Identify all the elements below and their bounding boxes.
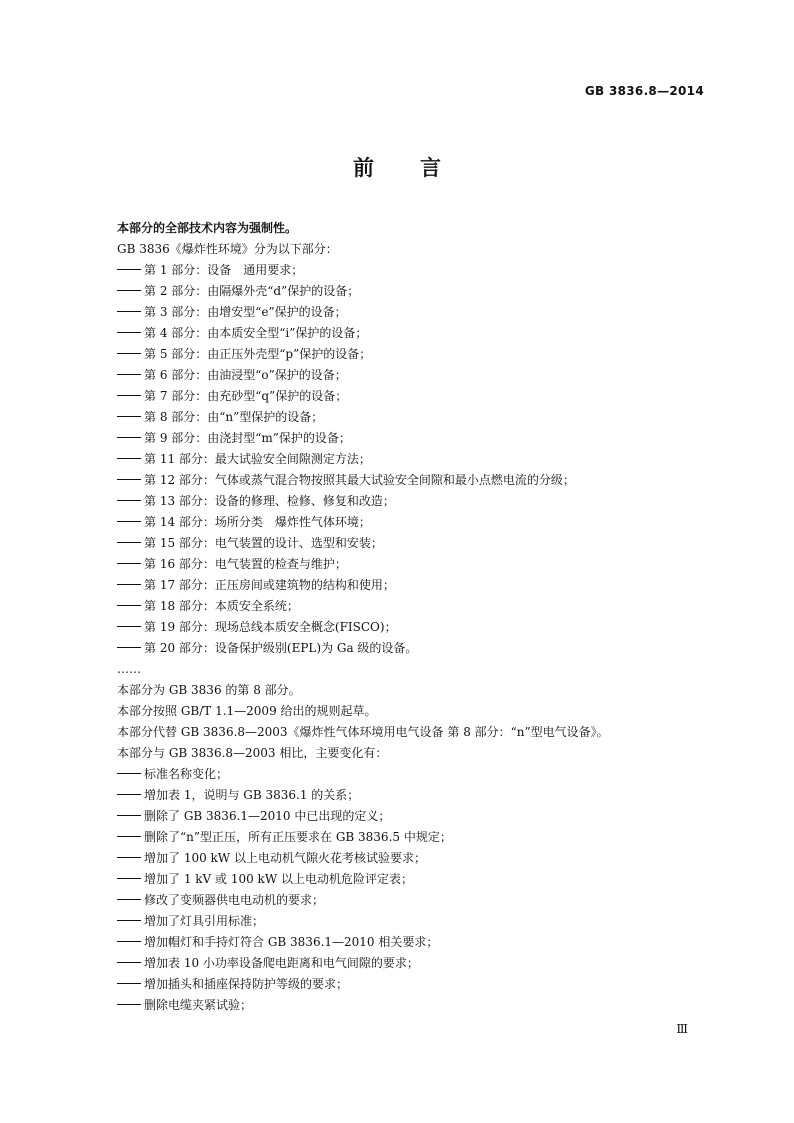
statement-part-number: 本部分为 GB 3836 的第 8 部分。 <box>117 683 301 697</box>
list-item: 第 3 部分：由增安型“e”保护的设备； <box>117 302 717 323</box>
dash-marker <box>117 605 141 606</box>
list-item: 增加了灯具引用标准； <box>117 911 717 932</box>
list-item: 修改了变频器供电电动机的要求； <box>117 890 717 911</box>
statement-changes-intro: 本部分与 GB 3836.8—2003 相比，主要变化有： <box>117 746 388 760</box>
dash-marker <box>117 521 141 522</box>
dash-marker <box>117 269 141 270</box>
list-item: 第 14 部分：场所分类 爆炸性气体环境； <box>117 512 717 533</box>
list-item: 删除电缆夹紧试验； <box>117 995 717 1016</box>
dash-marker <box>117 416 141 417</box>
dash-marker <box>117 836 141 837</box>
list-item: 第 20 部分：设备保护级别(EPL)为 Ga 级的设备。 <box>117 638 717 659</box>
list-item: 增加插头和插座保持防护等级的要求； <box>117 974 717 995</box>
list-item: 第 2 部分：由隔爆外壳“d”保护的设备； <box>117 281 717 302</box>
list-item: 第 13 部分：设备的修理、检修、修复和改造； <box>117 491 717 512</box>
list-item: 标准名称变化； <box>117 764 717 785</box>
list-item: 删除了“n”型正压，所有正压要求在 GB 3836.5 中规定； <box>117 827 717 848</box>
dash-marker <box>117 1004 141 1005</box>
parts-intro: GB 3836《爆炸性环境》分为以下部分： <box>117 242 338 256</box>
page-title <box>0 152 794 182</box>
dash-marker <box>117 374 141 375</box>
list-item: 增加帽灯和手持灯符合 GB 3836.1—2010 相关要求； <box>117 932 717 953</box>
foreword-body <box>117 218 717 1016</box>
dash-marker <box>117 920 141 921</box>
dash-marker <box>117 899 141 900</box>
list-item: 第 17 部分：正压房间或建筑物的结构和使用； <box>117 575 717 596</box>
dash-marker <box>117 647 141 648</box>
dash-marker <box>117 395 141 396</box>
statement-replaces: 本部分代替 GB 3836.8—2003《爆炸性气体环境用电气设备 第 8 部分：“n”型电气设备》。 <box>117 725 609 739</box>
dash-marker <box>117 479 141 480</box>
dash-marker <box>117 437 141 438</box>
dash-marker <box>117 626 141 627</box>
dash-marker <box>117 500 141 501</box>
dash-marker <box>117 983 141 984</box>
list-item: 第 15 部分：电气装置的设计、选型和安装； <box>117 533 717 554</box>
page-number: Ⅲ <box>676 1022 688 1036</box>
list-item: 第 1 部分：设备 通用要求； <box>117 260 717 281</box>
list-item: 第 4 部分：由本质安全型“i”保护的设备； <box>117 323 717 344</box>
dash-marker <box>117 542 141 543</box>
page-title-char-1: 前 <box>353 156 374 180</box>
list-item: 增加表 1，说明与 GB 3836.1 的关系； <box>117 785 717 806</box>
list-item: 第 11 部分：最大试验安全间隙测定方法； <box>117 449 717 470</box>
list-item: 第 12 部分：气体或蒸气混合物按照其最大试验安全间隙和最小点燃电流的分级； <box>117 470 717 491</box>
dash-marker <box>117 815 141 816</box>
list-item: 第 18 部分：本质安全系统； <box>117 596 717 617</box>
list-item: 第 5 部分：由正压外壳型“p”保护的设备； <box>117 344 717 365</box>
parts-list <box>117 260 717 659</box>
changes-list <box>117 764 717 1016</box>
list-item: 增加表 10 小功率设备爬电距离和电气间隙的要求； <box>117 953 717 974</box>
dash-marker <box>117 458 141 459</box>
ellipsis: …… <box>117 662 141 676</box>
dash-marker <box>117 353 141 354</box>
dash-marker <box>117 311 141 312</box>
list-item: 第 6 部分：由油浸型“o”保护的设备； <box>117 365 717 386</box>
statement-drafting-rules: 本部分按照 GB/T 1.1—2009 给出的规则起草。 <box>117 704 377 718</box>
dash-marker <box>117 941 141 942</box>
list-item: 第 7 部分：由充砂型“q”保护的设备； <box>117 386 717 407</box>
standard-code: GB 3836.8—2014 <box>584 84 704 98</box>
dash-marker <box>117 857 141 858</box>
dash-marker <box>117 563 141 564</box>
list-item: 第 8 部分：由“n”型保护的设备； <box>117 407 717 428</box>
list-item: 删除了 GB 3836.1—2010 中已出现的定义； <box>117 806 717 827</box>
dash-marker <box>117 332 141 333</box>
list-item: 增加了 1 kV 或 100 kW 以上电动机危险评定表； <box>117 869 717 890</box>
list-item: 增加了 100 kW 以上电动机气隙火花考核试验要求； <box>117 848 717 869</box>
dash-marker <box>117 584 141 585</box>
page-title-char-2: 言 <box>420 156 441 180</box>
mandatory-statement: 本部分的全部技术内容为强制性。 <box>117 221 298 235</box>
dash-marker <box>117 290 141 291</box>
list-item: 第 19 部分：现场总线本质安全概念(FISCO)； <box>117 617 717 638</box>
dash-marker <box>117 962 141 963</box>
list-item: 第 16 部分：电气装置的检查与维护； <box>117 554 717 575</box>
dash-marker <box>117 878 141 879</box>
list-item: 第 9 部分：由浇封型“m”保护的设备； <box>117 428 717 449</box>
dash-marker <box>117 773 141 774</box>
dash-marker <box>117 794 141 795</box>
